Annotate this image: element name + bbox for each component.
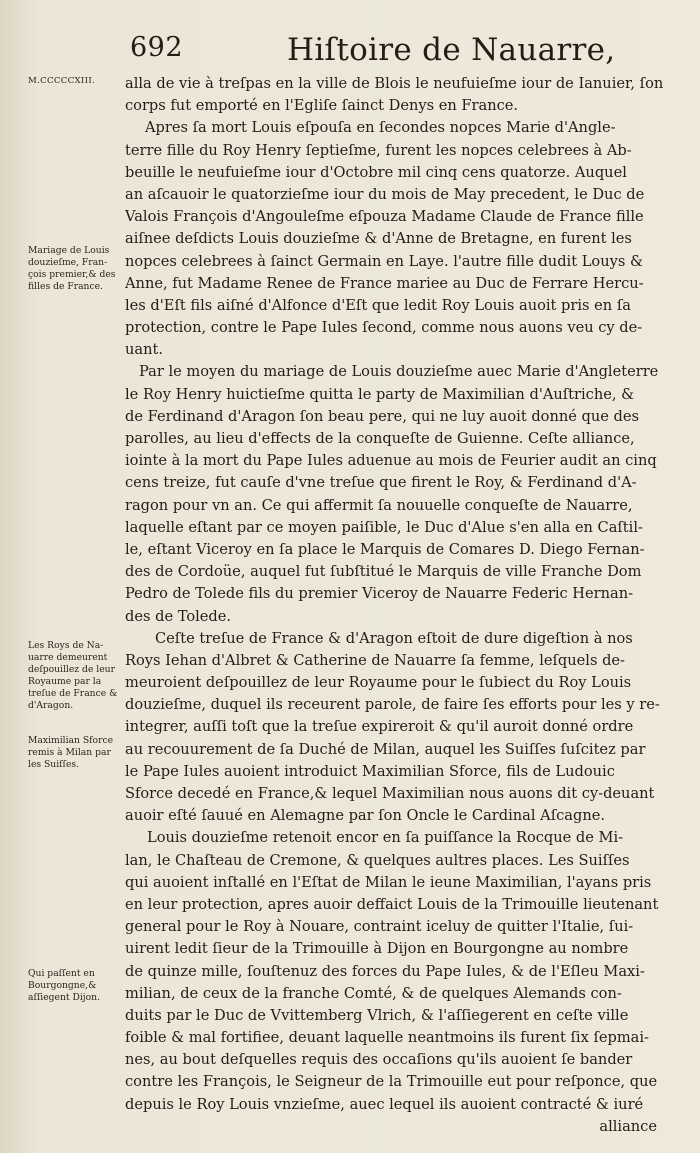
text-line: cens treize, fut cauſe d'vne treſue que firent le Roy, & Ferdinand d'A- — [125, 474, 637, 492]
margin-note-line: Bourgongne,& — [28, 980, 97, 991]
text-line: meuroient deſpouillez de leur Royaume pour le ſubiect du Roy Louis — [125, 674, 632, 692]
text-line: terre fille du Roy Henry ſeptieſme, furent les nopces celebrees à Ab- — [125, 141, 632, 159]
text-line: Ceſte treſue de France & d'Aragon eſtoit de dure digeſtion à nos — [155, 629, 633, 647]
margin-note-line: Les Roys de Na- — [28, 640, 104, 651]
text-line: foible & mal fortifiee, deuant laquelle neantmoins ils furent ſix ſepmai- — [125, 1029, 649, 1047]
text-line: Apres ſa mort Louis eſpouſa en ſecondes nopces Marie d'Angle- — [145, 119, 616, 137]
margin-note-line: treſue de France & — [28, 688, 118, 699]
text-line: ragon pour vn an. Ce qui affermit ſa nouuelle conqueſte de Nauarre, — [125, 496, 633, 514]
margin-note-roys — [28, 640, 124, 712]
running-title: Hiſtoire de Nauarre, — [287, 32, 616, 68]
text-line: les d'Eſt fils aiſné d'Alfonce d'Eſt que ledit Roy Louis auoit pris en ſa — [125, 296, 631, 314]
body-text — [125, 73, 665, 1138]
text-line: an aſcauoir le quatorzieſme iour du mois de May precedent, le Duc de — [125, 185, 645, 203]
text-line: qui auoient inſtallé en l'Eſtat de Milan le ieune Maximilian, l'ayans pris — [125, 873, 652, 891]
text-line: le, eſtant Viceroy en ſa place le Marquis de Comares D. Diego Fernan- — [125, 540, 645, 558]
text-line: des de Cordoüe, auquel fut ſubſtitué le Marquis de ville Franche Dom — [125, 563, 642, 581]
margin-note-line: Maximilian Sforce — [28, 735, 114, 746]
text-line: nes, au bout deſquelles requis des occaſions qu'ils auoient ſe bander — [125, 1051, 633, 1069]
margin-note-line: douzieſme, Fran- — [28, 257, 108, 268]
text-line: Valois François d'Angouleſme eſpouza Madame Claude de France fille — [125, 208, 644, 226]
text-line: alla de vie à treſpas en la ville de Blois le neufuieſme iour de Ianuier, ſon — [125, 75, 664, 92]
text-line: depuis le Roy Louis vnzieſme, auec lequel ils auoient contracté & iuré — [125, 1095, 644, 1113]
text-line: milian, de ceux de la franche Comté, & de quelques Alemands con- — [125, 984, 622, 1002]
margin-note-line: les Suiſſes. — [28, 759, 80, 770]
text-line: Sforce decedé en France,& lequel Maximilian nous auons dit cy-deuant — [125, 785, 655, 802]
margin-note-line: M.CCCCCXIII. — [28, 76, 96, 86]
text-line: iointe à la mort du Pape Iules aduenue au mois de Feurier audit an cinq — [125, 452, 657, 470]
margin-note-line: d'Aragon. — [28, 700, 74, 711]
text-line: uirent ledit ſieur de la Trimouille à Dijon en Bourgongne au nombre — [125, 940, 629, 958]
margin-note-line: deſpouillez de leur — [28, 664, 115, 675]
text-line: douzieſme, duquel ils receurent parole, de faire ſes efforts pour les y re- — [125, 696, 660, 714]
text-line: protection, contre le Pape Iules ſecond, comme nous auons veu cy de- — [125, 319, 643, 337]
text-line: de quinze mille, ſouſtenuz des forces du Pape Iules, & de l'Eſleu Maxi- — [125, 962, 645, 980]
text-line: parolles, au lieu d'effects de la conqueſte de Guienne. Ceſte alliance, — [125, 430, 635, 447]
text-line: beuille le neufuieſme iour d'Octobre mil cinq cens quatorze. Auquel — [125, 163, 627, 181]
text-line: en leur protection, apres auoir deffaict Louis de la Trimouille lieutenant — [125, 895, 659, 913]
margin-note-line: çois premier,& des — [28, 269, 116, 280]
margin-note-line: Royaume par la — [28, 676, 102, 687]
text-line: au recouurement de ſa Duché de Milan, auquel les Suiſſes ſuſcitez par — [125, 740, 646, 758]
text-line: duits par le Duc de Vvittemberg Vlrich, & l'aſſiegerent en ceſte ville — [125, 1006, 629, 1024]
catchword: alliance — [599, 1117, 657, 1135]
text-line: nopces celebrees à ſainct Germain en Laye. l'autre fille dudit Louys & — [125, 252, 643, 270]
text-line: Roys Iehan d'Albret & Catherine de Nauarre ſa femme, leſquels de- — [125, 651, 625, 669]
text-line: le Roy Henry huictieſme quitta le party de Maximilian d'Auſtriche, & — [125, 385, 635, 403]
text-line: des de Tolede. — [125, 607, 232, 625]
margin-note-line: remis à Milan par — [28, 747, 111, 758]
text-line: contre les François, le Seigneur de la Trimouille eut pour reſponce, que — [125, 1073, 658, 1091]
margin-note-dijon — [28, 968, 124, 1004]
text-line: integrer, auſſi toſt que la treſue expireroit & qu'il auroit donné ordre — [125, 718, 634, 736]
margin-note-line: aſſiegent Dijon. — [28, 992, 101, 1003]
margin-note-maximilian — [28, 735, 124, 771]
text-line: Pedro de Tolede fils du premier Viceroy de Nauarre Federic Hernan- — [125, 585, 634, 603]
margin-note-line: Mariage de Louis — [28, 245, 110, 256]
margin-note-line: uarre demeurent — [28, 652, 108, 663]
text-line: general pour le Roy à Nouare, contraint iceluy de quitter l'Italie, ſui- — [125, 918, 634, 936]
text-line: Louis douzieſme retenoit encor en ſa puiſſance la Rocque de Mi- — [147, 829, 624, 847]
text-line: de Ferdinand d'Aragon ſon beau pere, qui ne luy auoit donné que des — [125, 407, 640, 425]
margin-note-mariage — [28, 245, 124, 293]
page-number: 692 — [130, 32, 184, 63]
margin-note-line: Qui paſſent en — [28, 968, 95, 979]
text-line: laquelle eſtant par ce moyen paiſible, le Duc d'Alue s'en alla en Caſtil- — [125, 518, 643, 536]
text-line: aiſnee deſdicts Louis douzieſme & d'Anne de Bretagne, en furent les — [125, 230, 632, 248]
page-header — [0, 32, 700, 72]
text-line: uant. — [125, 341, 164, 359]
text-line: corps fut emporté en l'Egliſe ſainct Denys en France. — [125, 97, 519, 115]
text-line: Anne, fut Madame Renee de France mariee au Duc de Ferrare Hercu- — [125, 274, 644, 292]
text-line: auoir eſté ſauué en Alemagne par ſon Oncle le Cardinal Aſcagne. — [125, 807, 605, 825]
margin-note-line: filles de France. — [28, 281, 103, 292]
text-line: le Pape Iules auoient introduict Maximilian Sforce, fils de Ludouic — [125, 762, 615, 780]
margin-note-year — [28, 75, 124, 87]
text-line: lan, le Chaſteau de Cremone, & quelques aultres places. Les Suiſſes — [125, 851, 630, 869]
text-line: Par le moyen du mariage de Louis douzieſme auec Marie d'Angleterre — [139, 363, 659, 381]
